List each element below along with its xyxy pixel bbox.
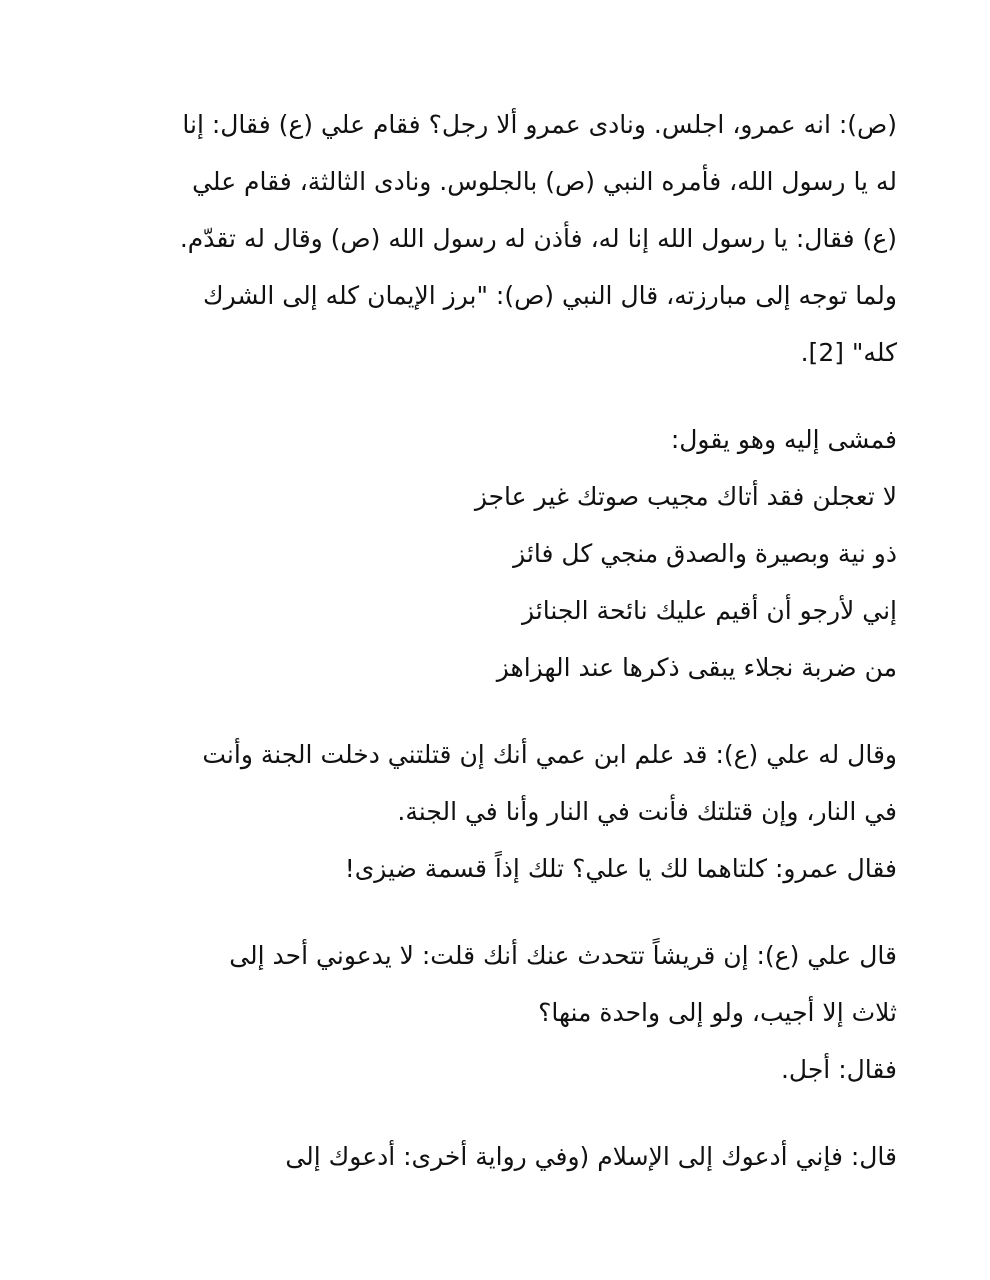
text-line: ثلاث إلا أجيب، ولو إلى واحدة منها؟ (538, 998, 897, 1027)
text-line: وقال له علي (ع): قد علم ابن عمي أنك إن قتلتني دخلت الجنة وأنت (202, 740, 897, 769)
paragraph-4 (95, 931, 897, 1102)
document-page (95, 100, 897, 1189)
text-line: فقال عمرو: كلتاهما لك يا علي؟ تلك إذاً قسمة ضيزى! (344, 854, 897, 883)
text-line: فمشى إليه وهو يقول: (670, 425, 897, 454)
text-line: له يا رسول الله، فأمره النبي (ص) بالجلوس. ونادى الثالثة، فقام علي (192, 167, 897, 196)
poem-verse: لا تعجلن فقد أتاك مجيب صوتك غير عاجز (474, 482, 897, 511)
text-line: (ع) فقال: يا رسول الله إنا له، فأذن له رسول الله (ص) وقال له تقدّم. (179, 224, 897, 253)
text-line: كله" [2]. (800, 338, 897, 367)
text-line: في النار، وإن قتلتك فأنت في النار وأنا في الجنة. (397, 797, 897, 826)
paragraph-3 (95, 730, 897, 901)
paragraph-2-poem (95, 415, 897, 700)
poem-verse: ذو نية وبصيرة والصدق منجي كل فائز (513, 539, 897, 568)
text-line: (ص): انه عمرو، اجلس. ونادى عمرو ألا رجل؟ فقام علي (ع) فقال: إنا (182, 110, 897, 139)
text-line: قال علي (ع): إن قريشاً تتحدث عنك أنك قلت: لا يدعوني أحد إلى (229, 941, 897, 970)
text-line: ولما توجه إلى مبارزته، قال النبي (ص): "برز الإيمان كله إلى الشرك (203, 281, 897, 310)
poem-verse: من ضربة نجلاء يبقى ذكرها عند الهزاهز (496, 653, 897, 682)
text-line: قال: فإني أدعوك إلى الإسلام (وفي رواية أخرى: أدعوك إلى (285, 1142, 897, 1171)
paragraph-1 (95, 100, 897, 385)
paragraph-5 (95, 1132, 897, 1189)
text-line: فقال: أجل. (780, 1055, 897, 1084)
poem-verse: إني لأرجو أن أقيم عليك نائحة الجنائز (522, 596, 897, 625)
